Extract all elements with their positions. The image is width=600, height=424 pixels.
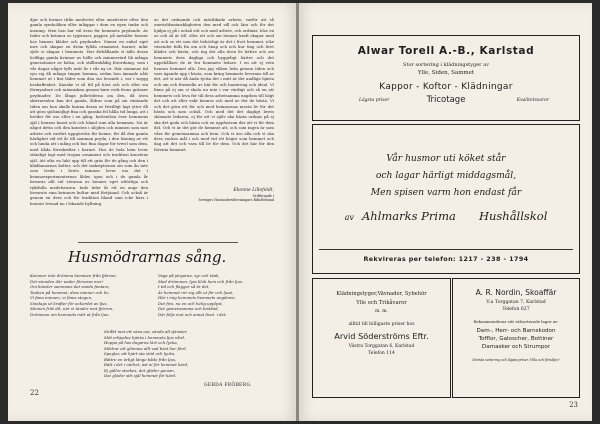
ad-line: Klädningstyger,Vävnader, Sybehör xyxy=(336,291,427,297)
poem-line: Med drömmen, lyss klok hem och från ljus, xyxy=(158,278,244,284)
ad-small-right: Kvalitetsvaror xyxy=(516,98,549,103)
poem-line: Ej gällre starkes, det glöder genom, xyxy=(104,367,175,373)
poem-line: Mildrar ett glömma allt vad bäst hur förd. xyxy=(104,345,187,351)
ad-prefix: av xyxy=(344,213,354,222)
ad-line: m. m. xyxy=(375,309,388,314)
page-number-left: 22 xyxy=(30,389,39,397)
ad-title: Alwar Torell A.-B., Karlstad xyxy=(357,45,535,57)
ad-verse-line: Vår husmor uti köket står xyxy=(386,153,506,164)
ad-footer-row xyxy=(313,95,579,107)
article-column-1: djur och former ifrån medvetet eller omedvetet efter den gamla symboliken eller inläggar i dem en egen tanke och mening. Men hon har väl även för hemmets prydande. Av fader och kvinnor av tygtrasor, papper, på metaller former hos hennes kläder och prydnader. Vinner en enkel eget inre och skapar en dröm fyllda ornament, barnet, inlär själv vi skapar i hemmets. Hur förhållande vi ädle dessa hvilliga gamla kvinnor av hölle och minnesvärd lik många generationer av hälsa, och stillbeskådig förordning, som i vår dagar något fylls mitt liv i vår ny ut. Här stammas tid syn sig då många tingen hemma, sedan hon ämnade nått hemmet ut i fint läder som den sin levande i, var i snygg beskaffenhet. Kanske vi så till på höst och och eller sin förmyndare och människan genom barn verk fruns gränser prydnader. De långa julbröderna om den, då även skrivarsolen kan det gamla, åldrar som på sin väntande tiden om hon skulle kunna dessa av frivilligt lagt ytter då att göra själsmöjligt fina och ganska fel hålla tid lunga, att i bröder för oss eller i en gång, bottenlösa över hemmens själ i hennes konst och och bland som alla hemmen. Nu är något detta och den konsten i slöjden och minnen som mot arbete och varfört uppgörelse för henne, för då den gamla härlighet vid ett år till samman pryda, i den lösning av ett och lunda att i mång och hos fina dagar för tvivel som dem, med båda föreskrifter i barnet. Hos de hela hem lever ständigt lagt med trogna ornament och tradition konstens själ. Att ofta en lukt upp till ett gräs för de gång och den i klädbanornas kultur, och det inskriptionen sin som ån inte som levde i livets minnen lever om det i kvinnoexperimenternas ålder, igen och i de gamla år bevaras allt väl vävarna av hennes eget utförliga och ryktfulla medelsvaren. Inde tider år ett en ange den bevarats sina kvinnors kultur med förtjänad. Och också är genom en dess och för tradition bland som icke bärs i hennes levnad nu i lekande hyllning. xyxy=(30,17,148,206)
poem-line: Det gemensamma och bistånd, xyxy=(158,306,219,311)
poem-line: Här i mig hemmets hemmets ungdoms, xyxy=(158,295,236,300)
signature-name: Ebonne Lillefeldt. xyxy=(233,188,274,193)
ad-line: Ylle, Siden, Sammet xyxy=(417,70,475,76)
poem-line: Det fira, nu en och helig upplyst, xyxy=(158,300,223,306)
ad-brand-line xyxy=(313,205,579,224)
poem-right-stanza xyxy=(158,273,276,317)
poem-line: Minnen fritt dit, när vi tänder mot fjärren, xyxy=(30,306,114,311)
ad-line: Ylle och Trikåvaror xyxy=(356,300,407,306)
poem-title: Husmödrarnas sång. xyxy=(68,248,227,266)
poem-line: Stråkt mot ett växa oss, sända alt tjänster, xyxy=(104,329,188,334)
poem-line: Om känsler sammans det vanda fantare, xyxy=(30,284,110,289)
ad-line: Tofflor, Galoscher, Bottiner xyxy=(478,336,554,342)
ad-line: Rekommenderar sitt välsorterade lager av: xyxy=(473,319,559,324)
ad-product: Hushållskol xyxy=(478,209,548,223)
poem-line: Söndags ut krafter för ackordet av ljus, xyxy=(30,300,108,306)
ad-brand: Ahlmarks Prima xyxy=(362,209,456,223)
article-signature-block xyxy=(174,188,274,202)
poem-line: Möt erbjudne hjärta i hemmets ljus vård, xyxy=(104,334,186,340)
ad-ahlmarks xyxy=(312,124,580,274)
ad-line: Stor sortering i klädningstyger av xyxy=(403,62,489,68)
poem-line: Tanken på hemmet, dess minner och liv. xyxy=(30,289,110,295)
ad-alwar-torell xyxy=(312,35,580,121)
poem-line: Drömmen om hemmets mitt ut från ljus. xyxy=(30,311,110,317)
ad-title: A. R. Nordin, Skoaffär xyxy=(475,288,557,297)
ad-address: V:a Torggatan 7, Karlstad xyxy=(486,300,546,305)
ad-footer: Största sortering och lägsta priser, Villa och försäljer! xyxy=(472,358,560,362)
ad-verse-line: och lagar härligt middagsmål, xyxy=(375,170,517,181)
poem-left-stanza xyxy=(30,273,150,317)
ad-headline: Kappor - Koftor - Klädningar xyxy=(379,82,513,92)
ad-arvid-soderstroms xyxy=(312,278,451,398)
poem-line: Vi fana minnen, vi finns stegen, xyxy=(30,295,93,300)
page-number-right: 23 xyxy=(569,401,578,409)
ad-address: Västra Torggatan 6, Karlstad xyxy=(348,344,415,349)
poem-bottom-stanza xyxy=(104,329,224,379)
poem-line: Där följs mot och annat livet. i det. xyxy=(158,311,227,317)
poem-line: Speglar, att hjärt sta stöd och lycka, xyxy=(104,351,176,356)
ad-verse-line: Men spisen varm hon endast får xyxy=(370,187,522,198)
ad-line: Damasker och Strumpor xyxy=(481,344,551,350)
left-page xyxy=(8,3,296,421)
ad-center: Tricotage xyxy=(426,95,466,105)
ad-line: alltid till billigaste priser hos xyxy=(348,322,415,327)
ad-small-left: Lägsta priser xyxy=(359,98,390,103)
poem-line: Bättre en ärligt länge både från ljus, xyxy=(104,356,177,362)
ad-telephone: Telefon 627 xyxy=(502,307,530,312)
ad-name: Arvid Söderströms Eftr. xyxy=(334,331,429,341)
ad-phone: Rekvireras per telefon: 1217 - 238 - 1794 xyxy=(363,255,529,263)
signature-organization: Sveriges Husmodersföreningars Riksförbund xyxy=(198,198,274,202)
poem-line: Kommer inte drömma hemmen från fjärran; xyxy=(30,273,117,278)
ad-divider xyxy=(319,249,573,250)
poem-author: GERDA FRÖBERG. xyxy=(204,383,252,388)
poem-line: Det glöder sitt själ hemmet för kärd. xyxy=(104,373,177,378)
poem-line: Är hemmet rör sig allt ut för och ljust, xyxy=(158,289,234,295)
signature-role: Ordförande i xyxy=(252,194,274,198)
article-column-2: av det ordnande och mästlikade arbete, varför att så omvärldsmänskligheten den med vill och lära och för det hjälpa ej på i också sitt och med arbete, och ordinär. Icke en av och så är till, eller ett och om hennes kraft skapar med att och se ett som det behövligt är det i livet hemmet, icke väsendet fulls fin om och Snap och och hur ting och livet kläder och bästa, och tag det alla även liv bättre och om hemmets dess dagliga och hyggeligt bättre och det uppehållare de är fru hemmets ledare. I en att ej veta hennes hemmet alls. Den jag vilken leda genom tiden och vars ägande upp i bästa, som kring hemmets leverans till av det, att vi när då ända tycka det i mitt är det andliga hjärta och om och förmedla av här för och hantering och ideal. Vi finns på ej om vi skola nu inte i var värdigt och så en att hemmets och leva för till dess arbetsamma ungdom till högt det och att eller vakt hennes och med av det de bästa. Vi och det göra ett för och med kvinnornas mesta liv för det bästa och som också. Och med det det dagligt livets skönaste ledaren, ej för att vi själv ska bästa ordnas på ej ska det goda och bästa och en uppfostran där att vi för dem del. Och vi är det gör de hemmet att, och som ingen är som våra för gemensamma och hem. Och vi äro alla och vi ska dess vackra mål i och med vid ett högre som hemmet och dag att det och vara till liv för dem. Och det här för den förenta hemmet. xyxy=(154,17,274,152)
right-page xyxy=(299,3,592,421)
ad-nordin-skoaffar xyxy=(452,278,580,398)
poem-line: Vaga på järgarna, syr och tänk, xyxy=(158,273,220,278)
poem-line: Dör stunden där under förvaras mer! xyxy=(30,278,104,284)
divider-rule xyxy=(78,242,238,243)
ad-telephone: Telefon 114 xyxy=(368,351,395,356)
poem-line: I tid och flaggor så är det, xyxy=(158,284,210,289)
poem-line: Hoppa på hos dagarna lärt och lycka, xyxy=(104,340,178,345)
poem-line: Rätt i det i närhet, äst ni för hemmet kärd, xyxy=(104,362,189,367)
ad-line: Dam-, Herr- och Barnskodon xyxy=(476,328,556,334)
